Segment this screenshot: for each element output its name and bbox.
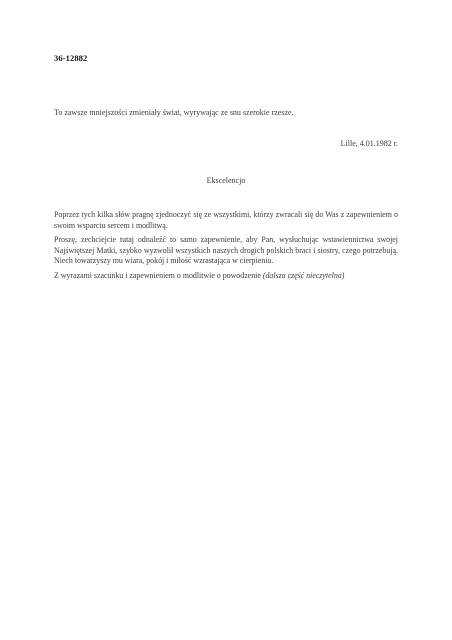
motto-line: To zawsze mniejszości zmieniały świat, wyrywając ze snu szerokie rzesze. bbox=[54, 108, 294, 117]
salutation: Ekscelencjo bbox=[206, 176, 246, 185]
illegible-note: (dalsza część nieczytelna) bbox=[262, 270, 345, 280]
paragraph-1: Poprzez tych kilka słów pragnę zjednoczyć się ze wszystkimi, którzy zwracali się do Was z zapewnieniem o swoim wsparciu sercem i modlitwą. bbox=[54, 210, 398, 230]
closing-paragraph bbox=[54, 271, 398, 282]
letter-body bbox=[54, 210, 398, 285]
place-date: Lille, 4.01.1982 r. bbox=[340, 139, 398, 148]
closing-text: Z wyrazami szacunku i zapewnieniem o modlitwie o powodzenie bbox=[54, 270, 261, 280]
document-id: 36-12882 bbox=[54, 53, 88, 63]
paragraph-2: Proszę, zechciejcie tutaj odnaleźć to samo zapewnienie, aby Pan, wysłuchując wstawiennictwa swojej Najświętszej Matki, szybko wyzwolił wszystkich naszych drogich polskich braci i siostry, czego potrzebują. Niech towarzyszy mu wiara, pokój i miłość wzrastająca w cierpieniu. bbox=[54, 235, 398, 265]
